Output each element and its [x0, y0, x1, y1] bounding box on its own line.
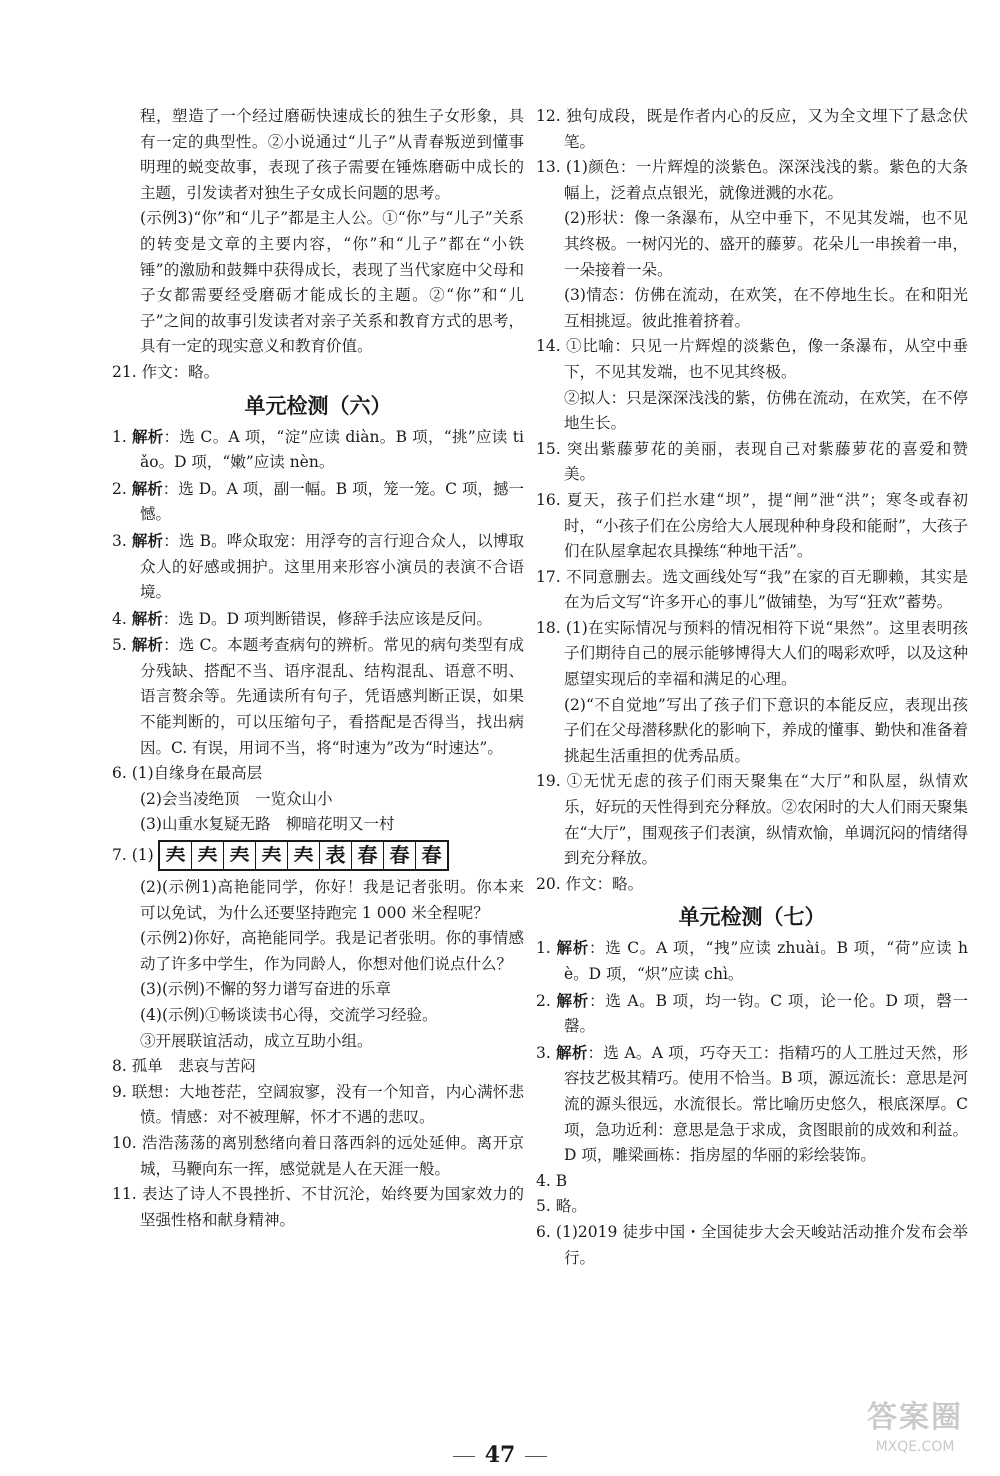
answer-item: 6. (1)自缘身在最高层	[112, 764, 263, 783]
answer-paragraph: (3)情态：仿佛在流动，在欢笑，在不停地生长。在和阳光互相挑逗。彼此推着挤着。	[564, 286, 968, 330]
analysis-label: 解析	[132, 426, 164, 446]
analysis-label: 解析	[556, 990, 590, 1010]
answer-item	[536, 935, 968, 987]
item-text: ：选 C。A 项，“拽”应读 zhuài。B 项，“荷”应读 hè。D 项，“炽”应读 chì。	[564, 939, 968, 983]
answer-item	[536, 988, 968, 1040]
stroke-box: 𡗗	[256, 842, 288, 869]
answer-line: (4)(示例)①畅谈读书心得，交流学习经验。	[140, 1006, 438, 1024]
answer-item: 6. (1)2019 徒步中国・全国徒步大会天峻站活动推介发布会举行。	[536, 1222, 968, 1267]
item-number: 5.	[112, 636, 132, 655]
answer-paragraph: (示例3)“你”和“儿子”都是主人公。①“你”与“儿子”关系的转变是文章的主要内容，“你”和“儿子”都在“小铁锤”的激励和鼓舞中获得成长，表现了当代家庭中父母和子女都需要经受磨砺才能成长的主题。②“你”和“儿子”之间的故事引发读者对亲子关系和教育方式的思考，具有一定的现实意义和教育价值。	[140, 209, 524, 356]
answer-item: 14. ①比喻：只见一片辉煌的淡紫色，像一条瀑布，从空中垂下，不见其发端，也不见其终极。	[536, 337, 968, 381]
analysis-label: 解析	[131, 635, 164, 655]
answer-line: ③开展联谊活动，成立互助小组。	[140, 1031, 373, 1050]
answer-item	[112, 528, 524, 606]
answer-item: 8. 孤单 悲哀与苦闷	[112, 1057, 256, 1076]
watermark-url: MXQE.COM	[875, 1439, 955, 1455]
answer-item: 21. 作文：略。	[112, 362, 220, 381]
stroke-box: 𡗗	[224, 842, 256, 869]
answer-paragraph: ②拟人：只是深深浅浅的紫，仿佛在流动，在欢笑，在不停地生长。	[564, 388, 968, 433]
answer-item	[112, 632, 524, 761]
item-number: 2.	[536, 991, 557, 1010]
answer-item	[112, 606, 524, 633]
item-text: ：选 D。A 项，副一幅。B 项，笼一笼。C 项，撼一憾。	[140, 479, 524, 524]
answer-line: (3)(示例)不懈的努力谱写奋进的乐章	[140, 980, 392, 999]
answer-line: (3)山重水复疑无路 柳暗花明又一村	[140, 815, 395, 834]
right-column	[536, 104, 968, 1271]
item-number: 3.	[536, 1043, 557, 1062]
answer-item	[112, 476, 524, 528]
answer-item: 9. 联想：大地苍茫，空阔寂寥，没有一个知音，内心满怀悲愤。情感：对不被理解，怀才不遇的悲叹。	[112, 1082, 524, 1127]
stroke-box: 𡗗	[288, 842, 320, 869]
item-text: ：选 B。哗众取宠：用浮夸的言行迎合众人，以博取众人的好感或拥护。这里用来形容小演员的表演不合语境。	[140, 531, 524, 602]
answer-paragraph: 程，塑造了一个经过磨砺快速成长的独生子女形象，具有一定的典型性。②小说通过“儿子”从青春叛逆到懂事明理的蜕变故事，表现了孩子需要在锤炼磨砺中成长的主题，引发读者对独生子女成长问题的思考。	[140, 107, 524, 202]
stroke-box: 春	[352, 842, 384, 869]
answer-item: 4. B	[536, 1171, 568, 1190]
answer-item	[112, 424, 524, 476]
section-title-unit-7: 单元检测（七）	[678, 905, 826, 930]
answer-item: 17. 不同意删去。选文画线处写“我”在家的百无聊赖，其实是在为后文写“许多开心的事儿”做铺垫，为写“狂欢”蓄势。	[536, 567, 968, 612]
answer-item: 20. 作文：略。	[536, 874, 644, 893]
stroke-box: 𡗗	[192, 842, 224, 869]
analysis-label: 解析	[556, 1042, 588, 1062]
answer-item: 19. ①无忧无虑的孩子们雨天聚集在“大厅”和队屋，纵情欢乐，好玩的天性得到充分释放。②农闲时的大人们雨天聚集在“大厅”，围观孩子们表演，纵情欢愉，单调沉闷的情绪得到充分释放。	[536, 772, 968, 868]
stroke-box: 表	[320, 842, 352, 869]
answer-item	[536, 1040, 968, 1169]
stroke-box: 春	[384, 842, 416, 869]
stroke-order-row	[112, 840, 524, 871]
answer-item: 13. (1)颜色：一片辉煌的淡紫色。深深浅浅的紫。紫色的大条幅上，泛着点点银光，就像迸溅的水花。	[536, 158, 968, 202]
item-text: ：选 C。A 项，“淀”应读 diàn。B 项，“挑”应读 tiǎo。D 项，“嫩”应读 nèn。	[140, 427, 524, 472]
analysis-label: 解析	[131, 530, 164, 550]
item-number: 1.	[112, 427, 133, 446]
analysis-label: 解析	[556, 938, 589, 958]
analysis-label: 解析	[131, 478, 163, 498]
answer-paragraph: (示例2)你好，高艳能同学。我是记者张明。你的事情感动了许多中学生，作为同龄人，你想对他们说点什么？	[140, 929, 524, 973]
item-number: 4.	[112, 609, 132, 628]
answer-paragraph: (2)(示例1)高艳能同学，你好！我是记者张明。你本来可以免试，为什么还要坚持跑完 1 000 米全程呢？	[140, 878, 524, 922]
watermark-title: 答案圈	[867, 1400, 963, 1435]
stroke-box: 春	[421, 842, 442, 867]
answer-paragraph: (2)形状：像一条瀑布，从空中垂下，不见其发端，也不见其终极。一树闪光的、盛开的藤萝。花朵儿一串挨着一串，一朵接着一朵。	[564, 209, 968, 279]
answer-item: 12. 独句成段，既是作者内心的反应，又为全文埋下了悬念伏笔。	[536, 107, 968, 151]
answer-line: (2)会当凌绝顶 一览众山小	[140, 789, 333, 808]
item-number: 1.	[536, 939, 557, 958]
answer-item: 5. 略。	[536, 1197, 587, 1216]
item-number: 7. (1)	[112, 845, 154, 864]
answer-item: 16. 夏天，孩子们拦水建“坝”，提“闸”泄“洪”；寒冬或春初时，“小孩子们在公房给大人展现种种身段和能耐”，大孩子们在队屋拿起农具操练“种地干活”。	[536, 490, 968, 561]
left-column	[112, 104, 524, 1233]
item-number: 3.	[112, 531, 132, 550]
stroke-order-grid	[158, 840, 449, 871]
analysis-label: 解析	[131, 608, 163, 628]
answer-paragraph: (2)“不自觉地”写出了孩子们下意识的本能反应，表现出孩子们在父母潜移默化的影响下，养成的懂事、勤快和准备着挑起生活重担的优秀品质。	[564, 695, 968, 765]
stroke-box: 𡗗	[160, 842, 192, 869]
answer-item: 11. 表达了诗人不畏挫折、不甘沉沦，始终要为国家效力的坚强性格和献身精神。	[112, 1185, 524, 1229]
page-number: 47	[0, 1442, 1000, 1468]
item-text: ：选 A。B 项，均一钧。C 项，论一伦。D 项，磬一罄。	[564, 991, 968, 1036]
answer-item: 18. (1)在实际情况与预料的情况相符下说“果然”。这里表明孩子们期待自己的展示能够博得大人们的喝彩欢呼，以及这种愿望实现后的幸福和满足的心理。	[536, 618, 968, 689]
item-number: 2.	[112, 479, 132, 498]
section-title-unit-6: 单元检测（六）	[244, 393, 392, 418]
item-text: ：选 A。A 项，巧夺天工：指精巧的人工胜过天然，形容技艺极其精巧。使用不恰当。B 项，源远流长：意思是河流的源头很远，水流很长。常比喻历史悠久，根底深厚。C 项，急功近利：意思是急于求成，贪图眼前的成效和利益。D 项，雕梁画栋：指房屋的华丽的彩绘装饰。	[564, 1043, 968, 1165]
answer-item: 10. 浩浩荡荡的离别愁绪向着日落西斜的远处延伸。离开京城，马鞭向东一挥，感觉就是人在天涯一般。	[112, 1133, 524, 1178]
answer-item: 15. 突出紫藤萝花的美丽，表现自己对紫藤萝花的喜爱和赞美。	[536, 439, 968, 484]
watermark-logo	[850, 1398, 980, 1468]
item-text: ：选 C。本题考查病句的辨析。常见的病句类型有成分残缺、搭配不当、语序混乱、结构混乱、语意不明、语言赘余等。先通读所有句子，凭语感判断正误，如果不能判断的，可以压缩句子，看搭配是否得当，找出病因。C. 有误，用词不当，将“时速为”改为“时速达”。	[140, 636, 524, 757]
item-text: ：选 D。D 项判断错误，修辞手法应该是反问。	[162, 609, 492, 628]
